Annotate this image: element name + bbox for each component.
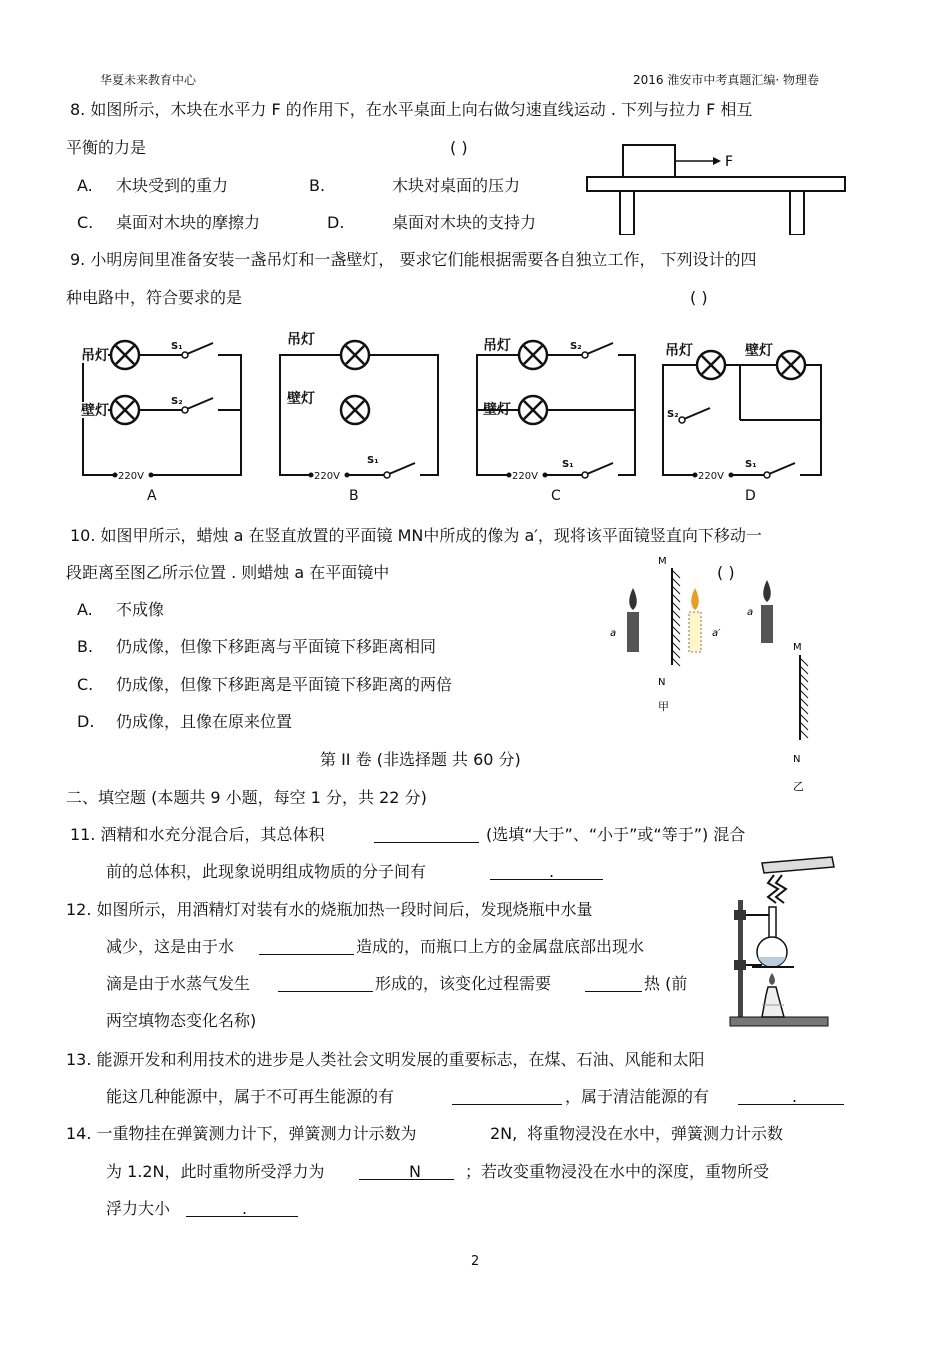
q8-option-c: 桌面对木块的摩擦力: [116, 213, 261, 232]
switch-label: S₁: [562, 459, 574, 470]
iron-stand-base: [730, 1017, 828, 1026]
q10-option-c-key: C.: [77, 675, 94, 694]
q12-text-b: 减少，这是由于水: [106, 937, 235, 956]
q8-option-b-key: B.: [309, 176, 326, 195]
mirror-label-m: M: [658, 556, 667, 567]
q12-text-a: 12. 如图所示，用酒精灯对装有水的烧瓶加热一段时间后，发现烧瓶中水量: [66, 900, 593, 919]
voltage-label: 220V: [698, 471, 724, 482]
q13-text-c: ，属于清洁能源的有: [565, 1087, 710, 1106]
mirror-label-n: N: [658, 677, 666, 688]
switch-label: S₂: [570, 341, 582, 352]
q13-blank-2[interactable]: [738, 1087, 844, 1105]
q10-line1: 10. 如图甲所示，蜡烛 a 在竖直放置的平面镜 MN中所成的像为 a′，现将该平面镜竖直向下移动一: [70, 526, 762, 545]
q13-text-a: 13. 能源开发和利用技术的进步是人类社会文明发展的重要标志，在煤、石油、风能和太阳: [66, 1050, 705, 1069]
q14-text-a: 14. 一重物挂在弹簧测力计下，弹簧测力计示数为: [66, 1124, 417, 1143]
header-right: 2016 淮安市中考真题汇编· 物理卷: [633, 73, 819, 87]
circuit-caption-d: D: [745, 488, 756, 504]
flame-icon: [629, 588, 637, 610]
flask-neck: [769, 907, 776, 941]
table-leg-right: [790, 191, 804, 235]
q8-line1: 8. 如图所示，木块在水平力 F 的作用下，在水平桌面上向右做匀速直线运动 . 下列与拉力 F 相互: [70, 100, 753, 119]
q10-mirror-figure: [600, 550, 815, 795]
q8-option-c-key: C.: [77, 213, 94, 232]
q14-text-d: ；若改变重物浸没在水中的深度，重物所受: [465, 1162, 770, 1181]
water-in-flask: [758, 957, 786, 967]
q8-option-a-key: A.: [77, 176, 93, 195]
flame-icon: [691, 588, 699, 610]
fill-section-heading: 二、填空题 (本题共 9 小题，每空 1 分，共 22 分): [66, 788, 427, 807]
switch-label: S₁: [745, 459, 757, 470]
q14-text-e: 浮力大小: [106, 1199, 171, 1218]
figure-caption-yi: 乙: [793, 780, 804, 793]
q8-option-d: 桌面对木块的支持力: [392, 213, 537, 232]
table-leg-left: [620, 191, 634, 235]
q14-given-force: 2N,: [490, 1124, 518, 1143]
lamp-icon: [341, 341, 369, 369]
candle-label-a: a: [610, 628, 617, 639]
figure-caption-jia: 甲: [658, 700, 669, 713]
lamp-icon: [777, 351, 805, 379]
pendant-lamp-label: 吊灯: [483, 338, 511, 354]
q11-period: .: [549, 862, 555, 881]
q11-text-b: (选填“大于”、“小于”或“等于”) 混合: [486, 825, 746, 844]
q10-option-d: 仍成像，且像在原来位置: [116, 712, 293, 731]
header-left: 华夏未来教育中心: [100, 73, 197, 87]
lamp-icon: [111, 341, 139, 369]
wall-lamp-label: 壁灯: [81, 403, 109, 419]
candle: [627, 612, 639, 652]
q10-option-c: 仍成像，但像下移距离是平面镜下移距离的两倍: [116, 675, 453, 694]
voltage-label: 220V: [512, 471, 538, 482]
candle-image: [689, 612, 701, 652]
pendant-lamp-label: 吊灯: [287, 332, 315, 348]
circuit-caption-c: C: [551, 488, 561, 504]
q8-option-b: 木块对桌面的压力: [392, 176, 521, 195]
q12-blank-2[interactable]: [278, 974, 373, 992]
q12-text-c: 造成的，而瓶口上方的金属盘底部出现水: [356, 937, 645, 956]
q12-blank-3[interactable]: [585, 974, 642, 992]
candle: [761, 605, 773, 643]
switch-label: S₁: [171, 341, 183, 352]
page-number: 2: [471, 1254, 480, 1269]
switch-label: S₂: [171, 396, 183, 407]
wooden-block: [623, 145, 675, 177]
mirror-label-m: M: [793, 642, 802, 653]
alcohol-lamp: [762, 987, 784, 1017]
flame-icon: [769, 973, 775, 985]
q14-text-b: 将重物浸没在水中，弹簧测力计示数: [527, 1124, 784, 1143]
q8-answer-paren: ( ): [450, 138, 468, 157]
flame-icon: [763, 580, 771, 602]
q8-option-d-key: D.: [327, 213, 345, 232]
q14-unit-n: N: [409, 1162, 421, 1181]
q12-text-e: 形成的，该变化过程需要: [375, 974, 552, 993]
q13-period: .: [792, 1087, 798, 1106]
mirror-label-n: N: [793, 754, 801, 765]
lamp-icon: [111, 396, 139, 424]
q11-blank-1[interactable]: [374, 825, 479, 843]
force-arrow-icon: [713, 157, 721, 165]
section-ii-title: 第 II 卷 (非选择题 共 60 分): [320, 750, 521, 769]
q10-option-a: 不成像: [116, 600, 165, 619]
q9-line2: 种电路中，符合要求的是: [66, 288, 243, 307]
q13-text-b: 能这几种能源中，属于不可再生能源的有: [106, 1087, 395, 1106]
q8-option-a: 木块受到的重力: [116, 176, 229, 195]
wall-lamp-label: 壁灯: [745, 343, 773, 359]
q12-text-d: 滴是由于水蒸气发生: [106, 974, 251, 993]
q10-answer-paren: ( ): [717, 563, 735, 582]
wall-lamp-label: 壁灯: [287, 391, 315, 407]
pendant-lamp-label: 吊灯: [81, 348, 109, 364]
lamp-icon: [519, 396, 547, 424]
image-label-a-prime: a′: [712, 628, 721, 639]
q11-text-a: 11. 酒精和水充分混合后，其总体积: [70, 825, 325, 844]
q12-text-f: 热 (前: [644, 974, 688, 993]
q10-option-b-key: B.: [77, 637, 94, 656]
q14-blank-1[interactable]: [359, 1162, 454, 1180]
metal-plate: [762, 857, 834, 873]
q12-heating-apparatus-figure: [722, 855, 837, 1030]
wall-lamp-label: 壁灯: [483, 402, 511, 418]
q8-block-table-figure: [585, 140, 850, 235]
q10-option-d-key: D.: [77, 712, 95, 731]
q10-option-a-key: A.: [77, 600, 93, 619]
voltage-label: 220V: [314, 471, 340, 482]
q9-line1: 9. 小明房间里准备安装一盏吊灯和一盏壁灯， 要求它们能根据需要各自独立工作， 下列设计的四: [70, 250, 757, 269]
voltage-label: 220V: [118, 471, 144, 482]
q13-blank-1[interactable]: [452, 1087, 562, 1105]
q14-period: .: [242, 1199, 248, 1218]
switch-label: S₂: [667, 409, 679, 420]
pendant-lamp-label: 吊灯: [665, 343, 693, 359]
steam-icon: [768, 875, 778, 903]
q9-answer-paren: ( ): [690, 288, 708, 307]
q9-circuit-figures: [75, 325, 845, 510]
candle-label-a: a: [747, 607, 754, 618]
lamp-icon: [519, 341, 547, 369]
q12-blank-1[interactable]: [259, 937, 354, 955]
q12-text-g: 两空填物态变化名称): [106, 1011, 257, 1030]
circuit-caption-a: A: [147, 488, 157, 504]
lamp-icon: [341, 396, 369, 424]
q14-text-c: 为 1.2N，此时重物所受浮力为: [106, 1162, 325, 1181]
q11-blank-2[interactable]: [490, 862, 603, 880]
switch-label: S₁: [367, 455, 379, 466]
q10-line2: 段距离至图乙所示位置 . 则蜡烛 a 在平面镜中: [66, 563, 390, 582]
q11-text-c: 前的总体积，此现象说明组成物质的分子间有: [106, 862, 427, 881]
circuit-caption-b: B: [349, 488, 359, 504]
q10-option-b: 仍成像，但像下移距离与平面镜下移距离相同: [116, 637, 437, 656]
force-label: F: [725, 154, 734, 170]
table-top: [587, 177, 845, 191]
q8-line2: 平衡的力是: [66, 138, 147, 157]
lamp-icon: [697, 351, 725, 379]
